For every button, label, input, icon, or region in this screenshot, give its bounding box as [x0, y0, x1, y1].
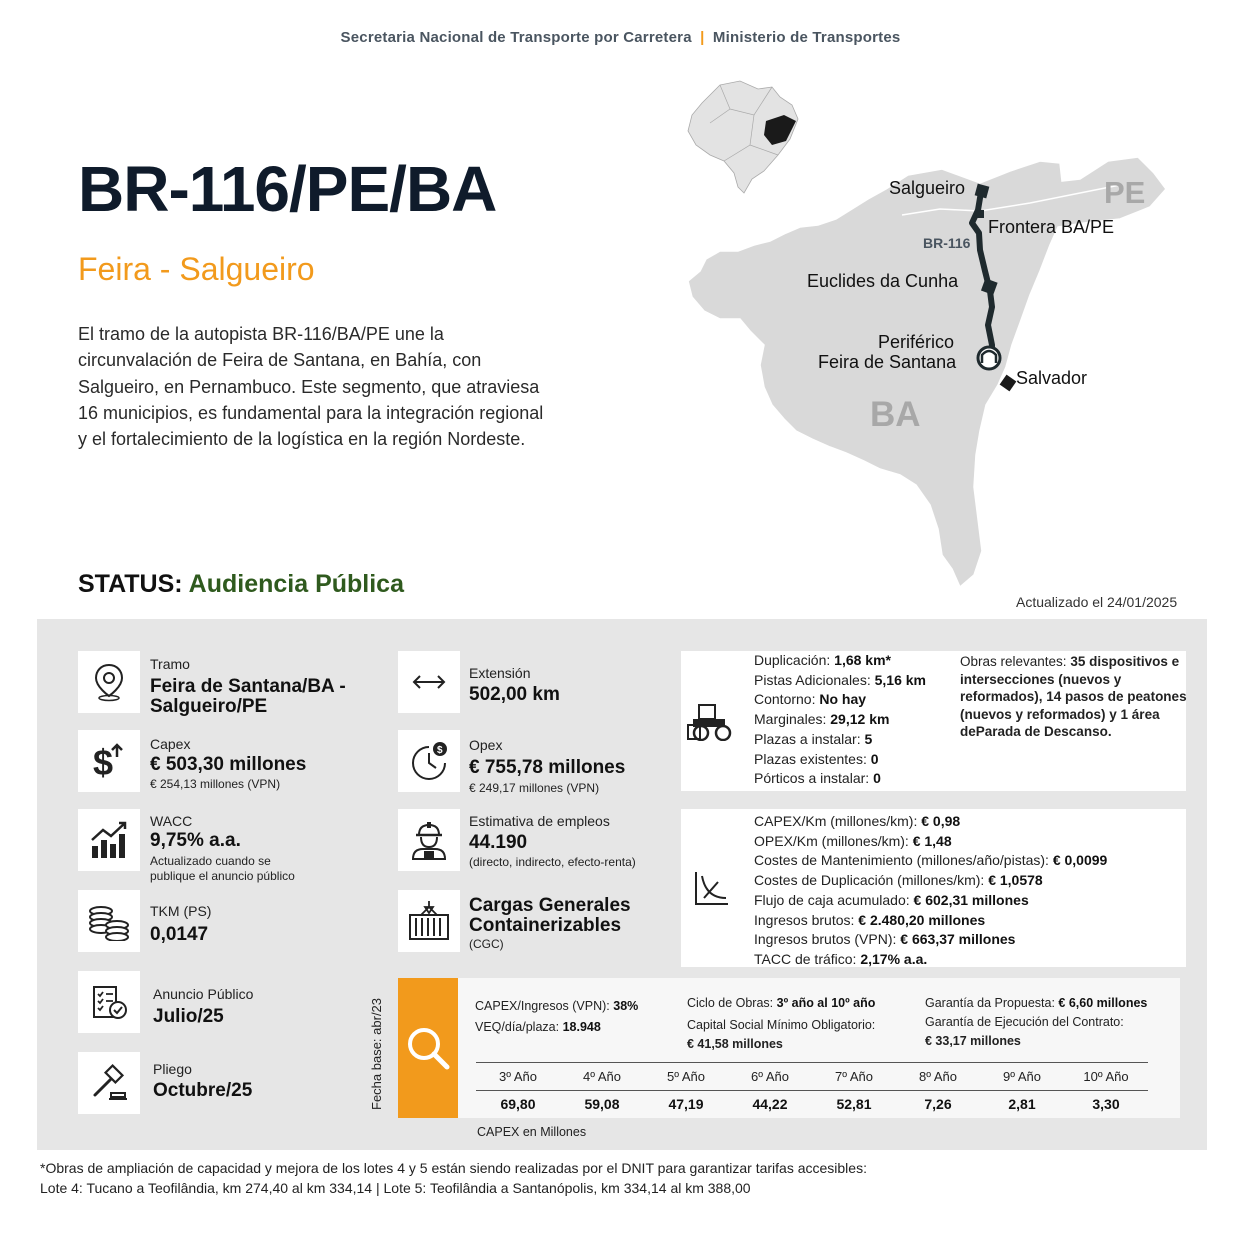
bar-chart-up-icon	[78, 809, 140, 871]
financial-item	[754, 950, 1107, 970]
capex-value-cell: 7,26	[924, 1095, 952, 1112]
financial-value: € 0,98	[921, 813, 961, 829]
capex-ingresos-value: 38%	[613, 999, 639, 1013]
city-salvador: Salvador	[1016, 368, 1088, 388]
opex-sub: € 249,17 millones (VPN)	[469, 781, 600, 795]
location-pin-icon	[78, 651, 140, 713]
obras-relevantes-label: Obras relevantes:	[960, 654, 1071, 669]
ciclo-key: Ciclo de Obras:	[687, 996, 777, 1010]
garantia-value: € 6,60 millones	[1058, 996, 1148, 1010]
financial-item	[754, 812, 1107, 832]
year-cell: 7º Año	[812, 1063, 896, 1091]
capex-sub: € 254,13 millones (VPN)	[150, 777, 281, 791]
veq-value: 18.948	[562, 1020, 601, 1034]
obras-value: 1,68 km*	[834, 652, 891, 668]
obras-item	[754, 750, 926, 770]
obras-item	[754, 690, 926, 710]
year-cell: 4º Año	[560, 1063, 644, 1091]
opex-label: Opex	[469, 737, 503, 753]
empleos-label: Estimativa de empleos	[469, 813, 610, 829]
anuncio-label: Anuncio Público	[153, 986, 254, 1002]
footnote-line-2: Lote 4: Tucano a Teofilândia, km 274,40 al km 334,14 | Lote 5: Teofilândia a Santanópolis, km 334,14 al km 388,00	[40, 1180, 751, 1196]
city-salgueiro: Salgueiro	[889, 178, 966, 198]
capital-value: € 41,58 millones	[687, 1037, 783, 1051]
magnifier-icon	[398, 978, 458, 1118]
header-org2: Ministerio de Transportes	[712, 29, 901, 46]
description: El tramo de la autopista BR-116/BA/PE une la circunvalación de Feira de Santana, en Bahía, con Salgueiro, en Pernambuco. Este segmento, que atraviesa 16 municipios, es fundamental para la integración regional y el fortalecimiento de la logística en la región Nordeste.	[78, 324, 544, 450]
obras-list	[754, 651, 926, 789]
capex-value-cell: 3,30	[1092, 1095, 1120, 1112]
clock-dollar-icon	[398, 730, 460, 792]
obras-item	[754, 671, 926, 691]
financial-value: € 663,37 millones	[900, 931, 1016, 948]
obras-key: Marginales:	[754, 711, 831, 728]
updated-date: Actualizado el 24/01/2025	[1016, 594, 1178, 610]
page-subtitle: Feira - Salgueiro	[78, 251, 315, 287]
financial-value: € 1,48	[912, 832, 952, 849]
dollar-up-icon	[78, 730, 140, 792]
garantia-key: Garantía da Propuesta:	[925, 996, 1059, 1010]
obras-item	[754, 710, 926, 730]
ejecucion-value: € 33,17 millones	[925, 1034, 1021, 1048]
svg-text:$: $	[93, 742, 114, 781]
footnote-line-1: *Obras de ampliación de capacidad y mejora de los lotes 4 y 5 están siendo realizadas por el DNIT para garantizar tarifas accesibles:	[40, 1160, 867, 1176]
capex-value-cell: 2,81	[1008, 1095, 1036, 1112]
financial-key: OPEX/Km (millones/km):	[754, 832, 913, 849]
capex-note: CAPEX en Millones	[477, 1125, 587, 1139]
state-pe-label: PE	[1104, 175, 1146, 210]
ejecucion-key: Garantía de Ejecución del Contrato:	[925, 1015, 1124, 1029]
header-org1: Secretaria Nacional de Transporte por Carretera	[340, 29, 692, 46]
wacc-sub-2: publique el anuncio público	[150, 869, 295, 883]
financial-value: € 0,0099	[1052, 852, 1108, 869]
obras-item	[754, 651, 926, 671]
pliego-value: Octubre/25	[153, 1080, 253, 1101]
financial-value: € 602,31 millones	[913, 891, 1029, 908]
tramo-value-1: Feira de Santana/BA -	[150, 676, 346, 697]
financial-list	[754, 812, 1107, 970]
financial-key: Costes de Duplicación (millones/km):	[754, 872, 989, 889]
extension-label: Extensión	[469, 665, 531, 681]
obras-relevantes-text: 35 dispositivos e intersecciones (nuevos y reformados), 14 pasos de peatones (nuevos y reformados) y 1 área deParada de Descanso.	[960, 654, 1187, 739]
cargas-value-2: Containerizables	[469, 915, 622, 936]
status	[78, 570, 404, 599]
obras-key: Pórticos a instalar:	[754, 770, 874, 787]
obras-value: 5	[864, 730, 873, 747]
fecha-base: Fecha base: abr/23	[369, 997, 384, 1110]
capex-value-cell: 69,80	[500, 1095, 536, 1112]
page-title: BR-116/PE/BA	[78, 153, 497, 225]
financial-item	[754, 851, 1107, 871]
capital-key: Capital Social Mínimo Obligatorio:	[687, 1018, 876, 1032]
veq	[475, 1019, 601, 1036]
ciclo	[687, 995, 875, 1012]
ciclo-value: 3º año al 10º año	[776, 996, 876, 1010]
road-roller-icon	[681, 651, 743, 791]
value-row	[476, 1091, 1148, 1117]
city-feira: Feira de Santana	[818, 352, 957, 372]
capex-year-table	[476, 1062, 1148, 1117]
capex-ingresos-key: CAPEX/Ingresos (VPN):	[475, 999, 614, 1013]
capex-ingresos	[475, 998, 638, 1015]
obras-key: Duplicación:	[754, 652, 835, 668]
tramo-value-2: Salgueiro/PE	[150, 696, 268, 717]
financial-item	[754, 911, 1107, 931]
pliego-label: Pliego	[153, 1061, 192, 1077]
obras-key: Pistas Adicionales:	[754, 671, 875, 688]
capex-value-cell: 59,08	[584, 1095, 620, 1112]
empleos-value: 44.190	[469, 832, 528, 853]
capex-value: € 503,30 millones	[150, 754, 307, 775]
financial-value: € 1,0578	[988, 872, 1043, 889]
header	[0, 29, 1241, 46]
marker-frontera	[976, 210, 984, 218]
obras-value: 5,16 km	[874, 671, 926, 688]
year-cell: 3º Año	[476, 1063, 560, 1091]
obras-value: 0	[870, 750, 879, 767]
city-euclides: Euclides da Cunha	[807, 271, 959, 291]
obras-item	[754, 730, 926, 750]
obras-value: No hay	[819, 691, 867, 708]
state-ba-label: BA	[870, 395, 921, 434]
year-cell: 5º Año	[644, 1063, 728, 1091]
status-label: STATUS:	[78, 570, 183, 598]
brazil-inset-map	[688, 81, 798, 193]
obras-key: Plazas a instalar:	[754, 730, 865, 747]
tkm-value: 0,0147	[150, 924, 209, 945]
city-frontera: Frontera BA/PE	[988, 217, 1115, 237]
anuncio-value: Julio/25	[153, 1006, 224, 1027]
wacc-label: WACC	[150, 813, 193, 829]
financial-key: Costes de Mantenimiento (millones/año/pistas):	[754, 852, 1053, 869]
coins-icon	[78, 890, 140, 952]
obras-card	[681, 651, 1186, 791]
wacc-sub-1: Actualizado cuando se	[150, 854, 271, 868]
svg-text:$: $	[437, 745, 443, 756]
obras-relevantes	[960, 653, 1192, 741]
header-separator: |	[700, 29, 705, 46]
obras-key: Plazas existentes:	[754, 750, 871, 767]
financial-item	[754, 891, 1107, 911]
financial-item	[754, 930, 1107, 950]
container-icon	[398, 890, 460, 952]
checklist-icon	[78, 971, 140, 1033]
capex-value-cell: 47,19	[668, 1095, 704, 1112]
route-map	[680, 75, 1200, 605]
decline-chart-icon	[681, 809, 743, 967]
year-cell: 6º Año	[728, 1063, 812, 1091]
financial-key: Ingresos brutos (VPN):	[754, 931, 901, 948]
veq-key: VEQ/día/plaza:	[475, 1020, 563, 1034]
year-cell: 8º Año	[896, 1063, 980, 1091]
worker-icon	[398, 809, 460, 871]
cargas-value-1: Cargas Generales	[469, 895, 631, 916]
financial-item	[754, 871, 1107, 891]
year-cell: 10º Año	[1064, 1063, 1148, 1091]
financial-key: Flujo de caja acumulado:	[754, 891, 914, 908]
obras-value: 29,12 km	[830, 711, 890, 728]
double-arrow-icon	[398, 651, 460, 713]
gavel-icon	[78, 1052, 140, 1114]
obras-key: Contorno:	[754, 691, 820, 708]
financial-card	[681, 809, 1186, 967]
garantia	[925, 995, 1147, 1012]
road-label: BR-116	[923, 235, 971, 251]
extension-value: 502,00 km	[469, 684, 560, 705]
financial-key: TACC de tráfico:	[754, 950, 861, 967]
year-row	[476, 1063, 1148, 1091]
tkm-label: TKM (PS)	[150, 903, 212, 919]
capex-value-cell: 44,22	[752, 1095, 788, 1112]
obras-item	[754, 769, 926, 789]
obras-value: 0	[873, 770, 881, 787]
status-value: Audiencia Pública	[188, 570, 404, 598]
footnote	[40, 1158, 867, 1198]
city-periferico: Periférico	[878, 332, 955, 352]
financial-value: 2,17% a.a.	[860, 950, 928, 967]
capex-label: Capex	[150, 736, 191, 752]
financial-value: € 2.480,20 millones	[858, 911, 986, 928]
tramo-label: Tramo	[150, 656, 190, 672]
search-card	[398, 978, 1180, 1118]
financial-key: Ingresos brutos:	[754, 911, 859, 928]
wacc-value: 9,75% a.a.	[150, 830, 241, 851]
capex-value-cell: 52,81	[836, 1095, 872, 1112]
financial-key: CAPEX/Km (millones/km):	[754, 813, 922, 829]
empleos-sub: (directo, indirecto, efecto-renta)	[469, 855, 636, 869]
cargas-sub: (CGC)	[469, 937, 504, 951]
year-cell: 9º Año	[980, 1063, 1064, 1091]
opex-value: € 755,78 millones	[469, 757, 626, 778]
financial-item	[754, 832, 1107, 852]
